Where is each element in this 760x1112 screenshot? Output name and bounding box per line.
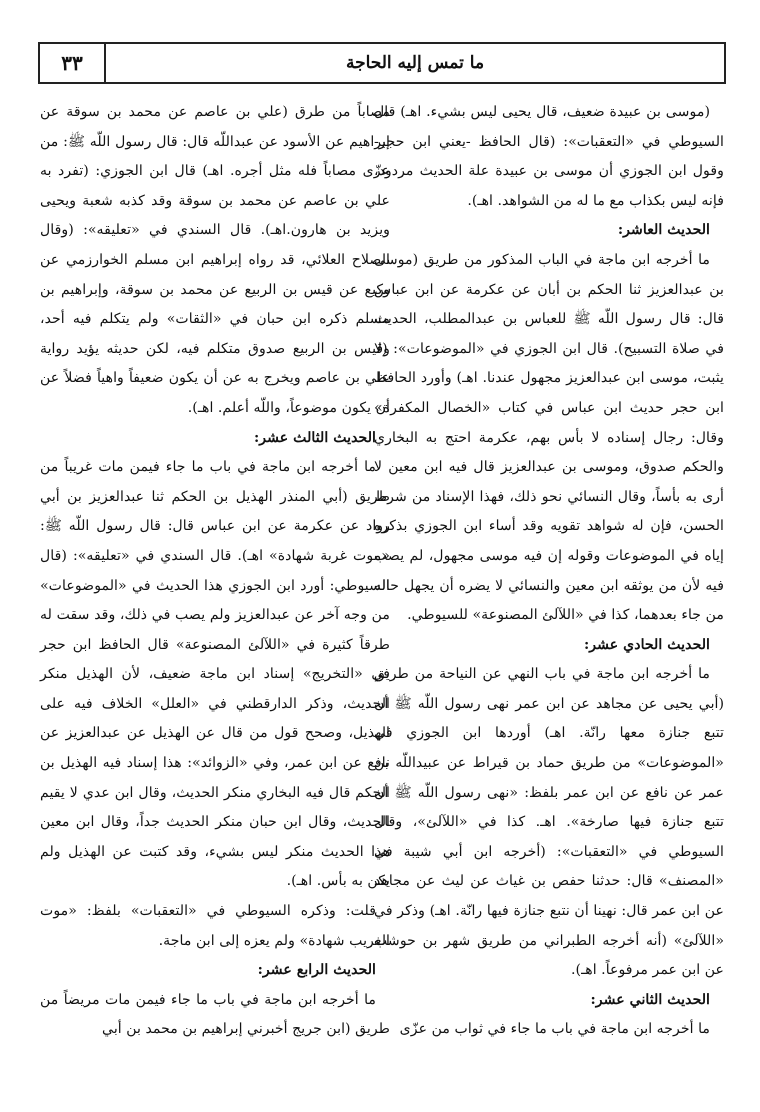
paragraph: ما أخرجه ابن ماجة في باب ما جاء في ثواب من عزّى: [399, 1021, 710, 1038]
paragraph: (موسى بن عبيدة ضعيف، قال يحيى ليس بشيء. اهـ) قال السيوطي في «التعقبات»: (قال الحافظ -يعني ابن حجر- وقول ابن الجوزي أن موسى بن عبيدة علة الحديث مردود، فإنه ليس بكذاب مع ما له من الشواهد. اهـ).: [374, 104, 724, 209]
hadith-heading: الحديث العاشر:: [617, 222, 710, 239]
hadith-heading: الحديث الرابع عشر:: [257, 962, 376, 979]
paragraph: مصاباً من طرق (علي بن عاصم عن محمد بن سوقة عن إبراهيم عن الأسود عن عبداللّه قال: قال رسول اللّه ﷺ: من عزّى مصاباً فله مثل أجره. اهـ) قال ابن الجوزي: (تفرد به علي بن عاصم عن محمد بن سوقة وقد كذبه شعبة ويحيى ويزيد بن هارون.اهـ). قال السندي في «تعليقه»: (وقال الصلاح العلائي، قد رواه إبراهيم ابن مسلم الخوارزمي عن وكيع عن قيس بن الربيع عن محمد بن سوقة، وإبراهيم بن مسلم ذكره ابن حبان في «الثقات» ولم يتكلم فيه أحد، وقيس بن الربيع صدوق متكلم فيه، لكن حديثه يؤيد رواية علي بن عاصم ويخرج به عن أن يكون ضعيفاً واهياً فضلاً عن أن يكون موضوعاً، واللّه أعلم. اهـ).: [40, 104, 390, 416]
hadith-heading: الحديث الثالث عشر:: [254, 429, 376, 446]
hadith-heading: الحديث الثاني عشر:: [590, 991, 710, 1008]
paragraph: قلت: وذكره السيوطي في «التعقبات» بلفظ: «موت الغريب شهادة» ولم يعزه إلى ابن ماجة.: [40, 903, 390, 949]
running-title: ما تمس إليه الحاجة: [345, 53, 485, 73]
paragraph: ما أخرجه ابن ماجة في الباب المذكور من طريق (موسى بن عبدالعزيز ثنا الحكم بن أبان عن عكرمة عن ابن عباس قال: قال رسول اللّه ﷺ للعباس بن عبدالمطلب، الحديث في صلاة التسبيح). قال ابن الجوزي في «الموضوعات»: (لا يثبت، موسى ابن عبدالعزيز مجهول عندنا. اهـ) وأورد الحافظ ابن حجر حديث ابن عباس في كتاب «الخصال المكفرة» وقال: رجال إسناده لا بأس بهم، عكرمة احتج به البخاري والحكم صدوق، وموسى بن عبدالعزيز قال فيه ابن معين لا أرى به بأساً، وقال النسائي نحو ذلك، فهذا الإسناد من شرط الحسن، فإن له شواهد تقويه وقد أساء ابن الجوزي بذكره إياه في الموضوعات وقوله إن فيه موسى مجهول، لم يصب فيه لأن من يوثقه ابن معين والنسائي لا يضره أن يجهل حاله من جاء بعدهما، كذا في «اللآلئ المصنوعة» للسيوطي.: [374, 251, 724, 624]
paragraph: ما أخرجه ابن ماجة في باب ما جاء فيمن مات مريضاً من طريق (ابن جريج أخبرني إبراهيم بن محمد بن أبي: [40, 991, 390, 1038]
right-column: [374, 98, 724, 1045]
page-header: [38, 42, 726, 84]
page-number: ٣٣: [40, 44, 106, 82]
paragraph: ما أخرجه ابن ماجة في باب ما جاء فيمن مات غريباً من طريق (أبي المنذر الهذيل بن الحكم ثنا عبدالعزيز بن أبي رواد عن عكرمة عن ابن عباس قال: قال رسول اللّه ﷺ: «موت غربة شهادة» اهـ). قال السندي في «تعليقه»: (قال السيوطي: أورد ابن الجوزي هذا الحديث في «الموضوعات» من وجه آخر عن عبدالعزيز ولم يصب في ذلك، وقد سقت له طرقاً كثيرة في «اللآلئ المصنوعة» قال الحافظ ابن حجر في «التخريج» إسناد ابن ماجة ضعيف، لأن الهذيل منكر الحديث، وذكر الدارقطني في «العلل» الخلاف فيه على الهذيل، وصحح قول من قال عن الهذيل عن عبدالعزيز عن نافع عن ابن عمر، وفي «الزوائد»: هذا إسناد فيه الهذيل بن الحكم قال فيه البخاري منكر الحديث، وقال ابن عدي لا يقيم الحديث، وقال ابن حبان منكر الحديث جداً، وقال ابن معين هذا الحديث منكر ليس بشيء، وقد كتبت عن الهذيل ولم يكن به بأس. اهـ).: [40, 459, 390, 890]
hadith-heading: الحديث الحادي عشر:: [584, 636, 710, 653]
paragraph: ما أخرجه ابن ماجة في باب النهي عن النياحة من طريق (أبي يحيى عن مجاهد عن ابن عمر نهى رسول اللّه ﷺ أن تتبع جنازة معها رانّة. اهـ) أوردها ابن الجوزي في «الموضوعات» من طريق حماد بن قيراط عن عبيداللّه بن عمر عن نافع عن ابن عمر بلفظ: «نهى رسول اللّه ﷺ أن تتبع جنازة فيها صارخة». اهـ. كذا في «اللآلئ»، وقال السيوطي في «التعقبات»: (أخرجه ابن أبي شيبة في «المصنف» قال: حدثنا حفص بن غياث عن ليث عن مجاهد عن ابن عمر قال: نهينا أن نتبع جنازة فيها رانّة. اهـ) وذكر في «اللآلئ» (أنه أخرجه الطبراني من طريق شهر بن حوشب عن ابن عمر مرفوعاً. اهـ).: [374, 666, 724, 979]
left-column: [40, 98, 390, 1045]
